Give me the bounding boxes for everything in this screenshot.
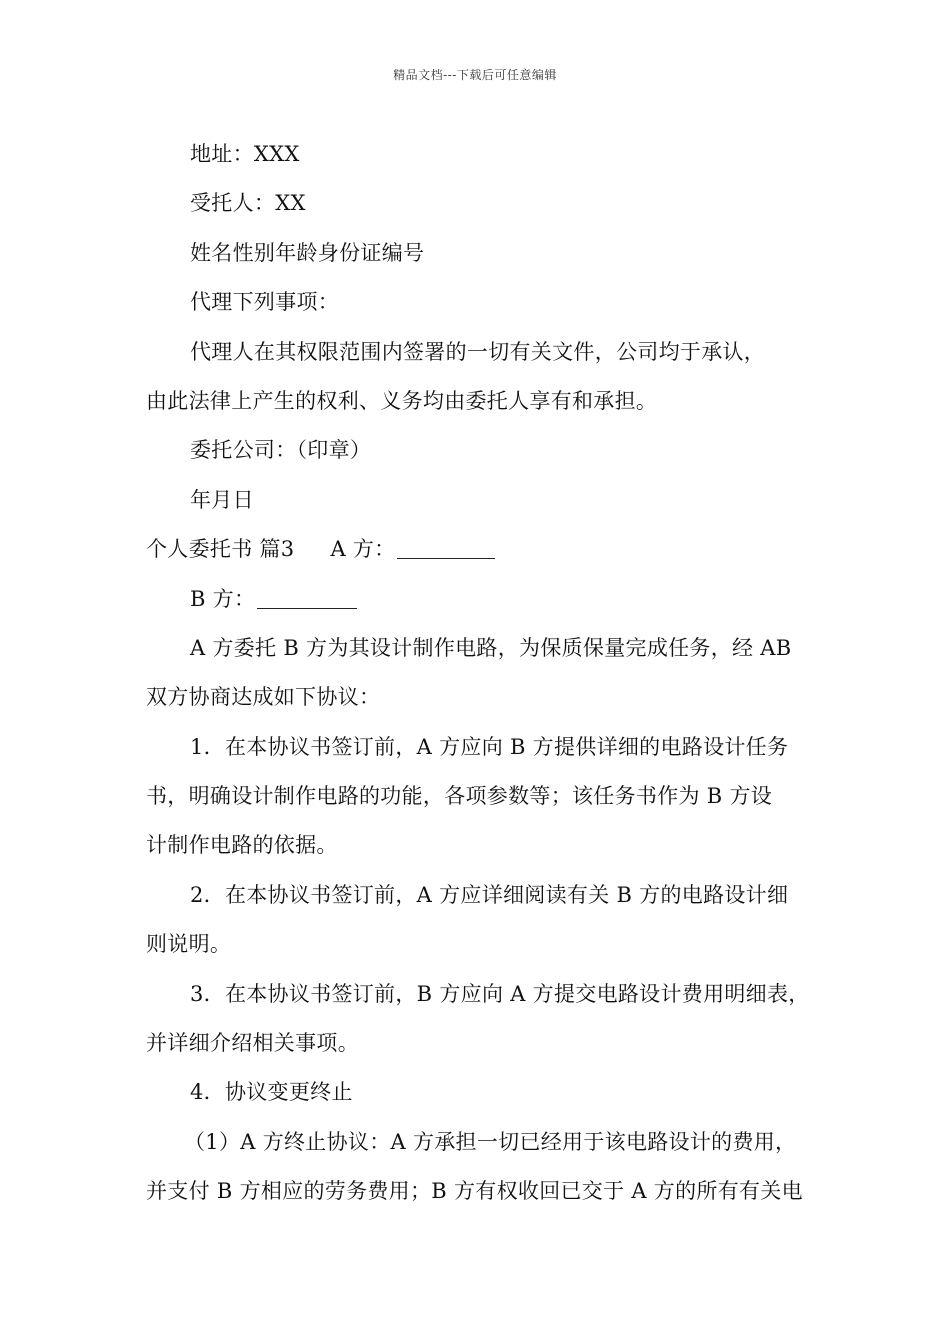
intro-line: A 方委托 B 方为其设计制作电路，为保质保量完成任务，经 AB: [190, 635, 792, 660]
item-3-line: 并详细介绍相关事项。: [146, 1031, 359, 1056]
section-title: 个人委托书 篇3: [146, 537, 295, 562]
section-title-line: [146, 525, 818, 574]
item-2-line: 则说明。: [146, 932, 232, 957]
party-a-label: A 方：: [330, 537, 396, 562]
matters-line: 代理下列事项：: [190, 290, 340, 315]
item-1-line: 书，明确设计制作电路的功能，各项参数等；该任务书作为 B 方设: [146, 784, 773, 809]
page-header: 精品文档---下载后可任意编辑: [393, 68, 557, 82]
company-seal-line: 委托公司：（印章）: [190, 438, 372, 463]
party-b-label: B 方：: [190, 586, 256, 611]
address-line: 地址：XXX: [190, 142, 300, 166]
party-a-blank: [397, 538, 495, 559]
document-body: [146, 130, 818, 1217]
date-line: 年月日: [190, 487, 254, 512]
item-1-line: 计制作电路的依据。: [146, 833, 338, 858]
item-4-line: 4．协议变更终止: [190, 1080, 353, 1105]
party-b-blank: [257, 588, 357, 609]
intro-line: 双方协商达成如下协议：: [146, 685, 381, 710]
item-4-1-line: 并支付 B 方相应的劳务费用；B 方有权收回已交于 A 方的所有有关电: [146, 1179, 803, 1204]
item-1-line: 1．在本协议书签订前，A 方应向 B 方提供详细的电路设计任务: [190, 734, 789, 759]
fields-line: 姓名性别年龄身份证编号: [190, 240, 425, 265]
party-b-line: [146, 575, 818, 624]
paragraph-line: 代理人在其权限范围内签署的一切有关文件，公司均于承认，: [190, 339, 766, 364]
item-3-line: 3．在本协议书签订前，B 方应向 A 方提交电路设计费用明细表，: [190, 981, 810, 1006]
item-2-line: 2．在本协议书签订前，A 方应详细阅读有关 B 方的电路设计细: [190, 882, 789, 907]
trustee-line: 受托人：XX: [190, 191, 306, 216]
paragraph-line: 由此法律上产生的权利、义务均由委托人享有和承担。: [146, 388, 658, 413]
item-4-1-line: （1）A 方终止协议：A 方承担一切已经用于该电路设计的费用，: [184, 1129, 797, 1154]
